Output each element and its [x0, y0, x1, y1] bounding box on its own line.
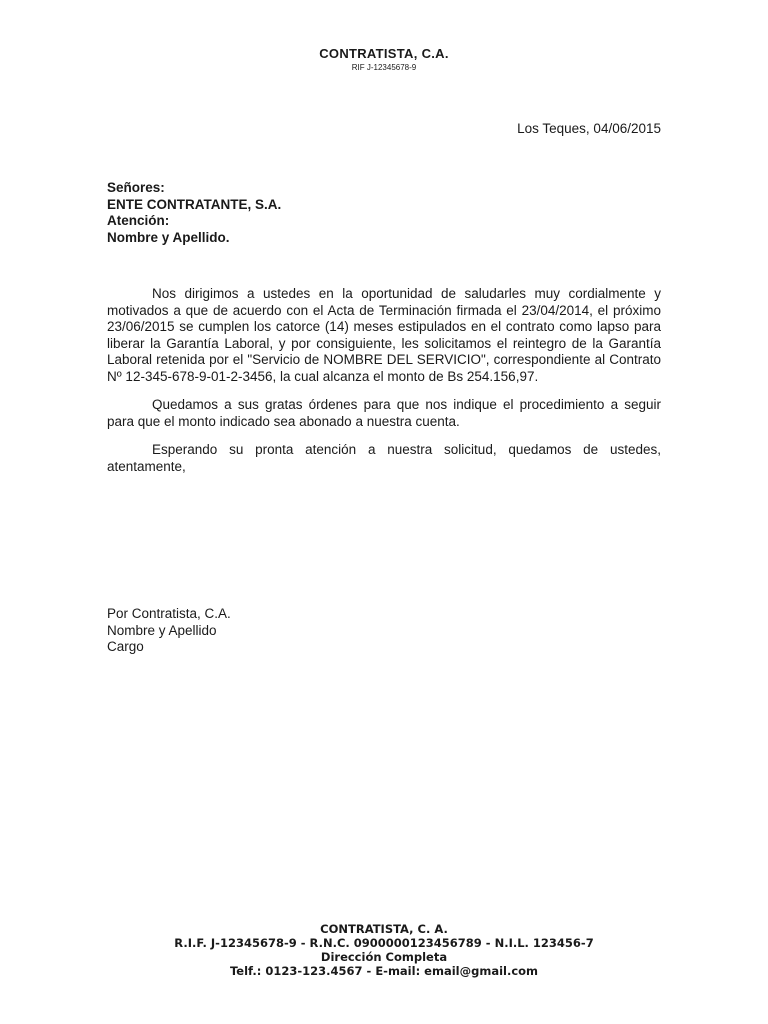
signature-title: Cargo: [107, 639, 144, 654]
footer-contact: Telf.: 0123-123.4567 - E-mail: email@gmail.com: [229, 964, 539, 978]
recipient-block: [107, 180, 281, 246]
letter-date: Los Teques, 04/06/2015: [517, 121, 661, 136]
recipient-attention: Atención:: [107, 213, 170, 228]
signature-name: Nombre y Apellido: [107, 622, 217, 638]
company-rif: RIF J-12345678-9: [351, 63, 417, 72]
company-name: CONTRATISTA, C.A.: [319, 46, 449, 61]
body-paragraph-1: Nos dirigimos a ustedes en la oportunidad de saludarles muy cordialmente y motivados a que de acuerdo con el Acta de Terminación firmada el 23/04/2014, el próximo 23/06/2015 se cumplen los catorce (14) meses estipulados en el contrato como lapso para liberar la Garantía Laboral, y por consiguiente, les solicitamos el reintegro de la Garantía Laboral retenida por el "Servicio de NOMBRE DEL SERVICIO", correspondiente al Contrato Nº 12-345-678-9-01-2-3456, la cual alcanza el monto de Bs 254.156,97.: [107, 286, 661, 384]
footer-company: CONTRATISTA, C. A.: [320, 922, 448, 936]
body-paragraph-3: Esperando su pronta atención a nuestra solicitud, quedamos de ustedes, atentamente,: [107, 442, 661, 474]
letter-footer: [0, 922, 768, 978]
recipient-salutation: Señores:: [107, 180, 165, 195]
body-paragraph-2: Quedamos a sus gratas órdenes para que nos indique el procedimiento a seguir para que el monto indicado sea abonado a nuestra cuenta.: [107, 397, 661, 429]
footer-address: Dirección Completa: [320, 950, 448, 964]
signature-block: [107, 606, 231, 656]
letter-body: [107, 286, 661, 487]
recipient-name: Nombre y Apellido.: [107, 229, 230, 245]
footer-registry: R.I.F. J-12345678-9 - R.N.C. 0900000123456789 - N.I.L. 123456-7: [174, 936, 594, 950]
letterhead: [0, 46, 768, 72]
recipient-entity: ENTE CONTRATANTE, S.A.: [107, 196, 282, 212]
signature-company: Por Contratista, C.A.: [107, 606, 231, 621]
